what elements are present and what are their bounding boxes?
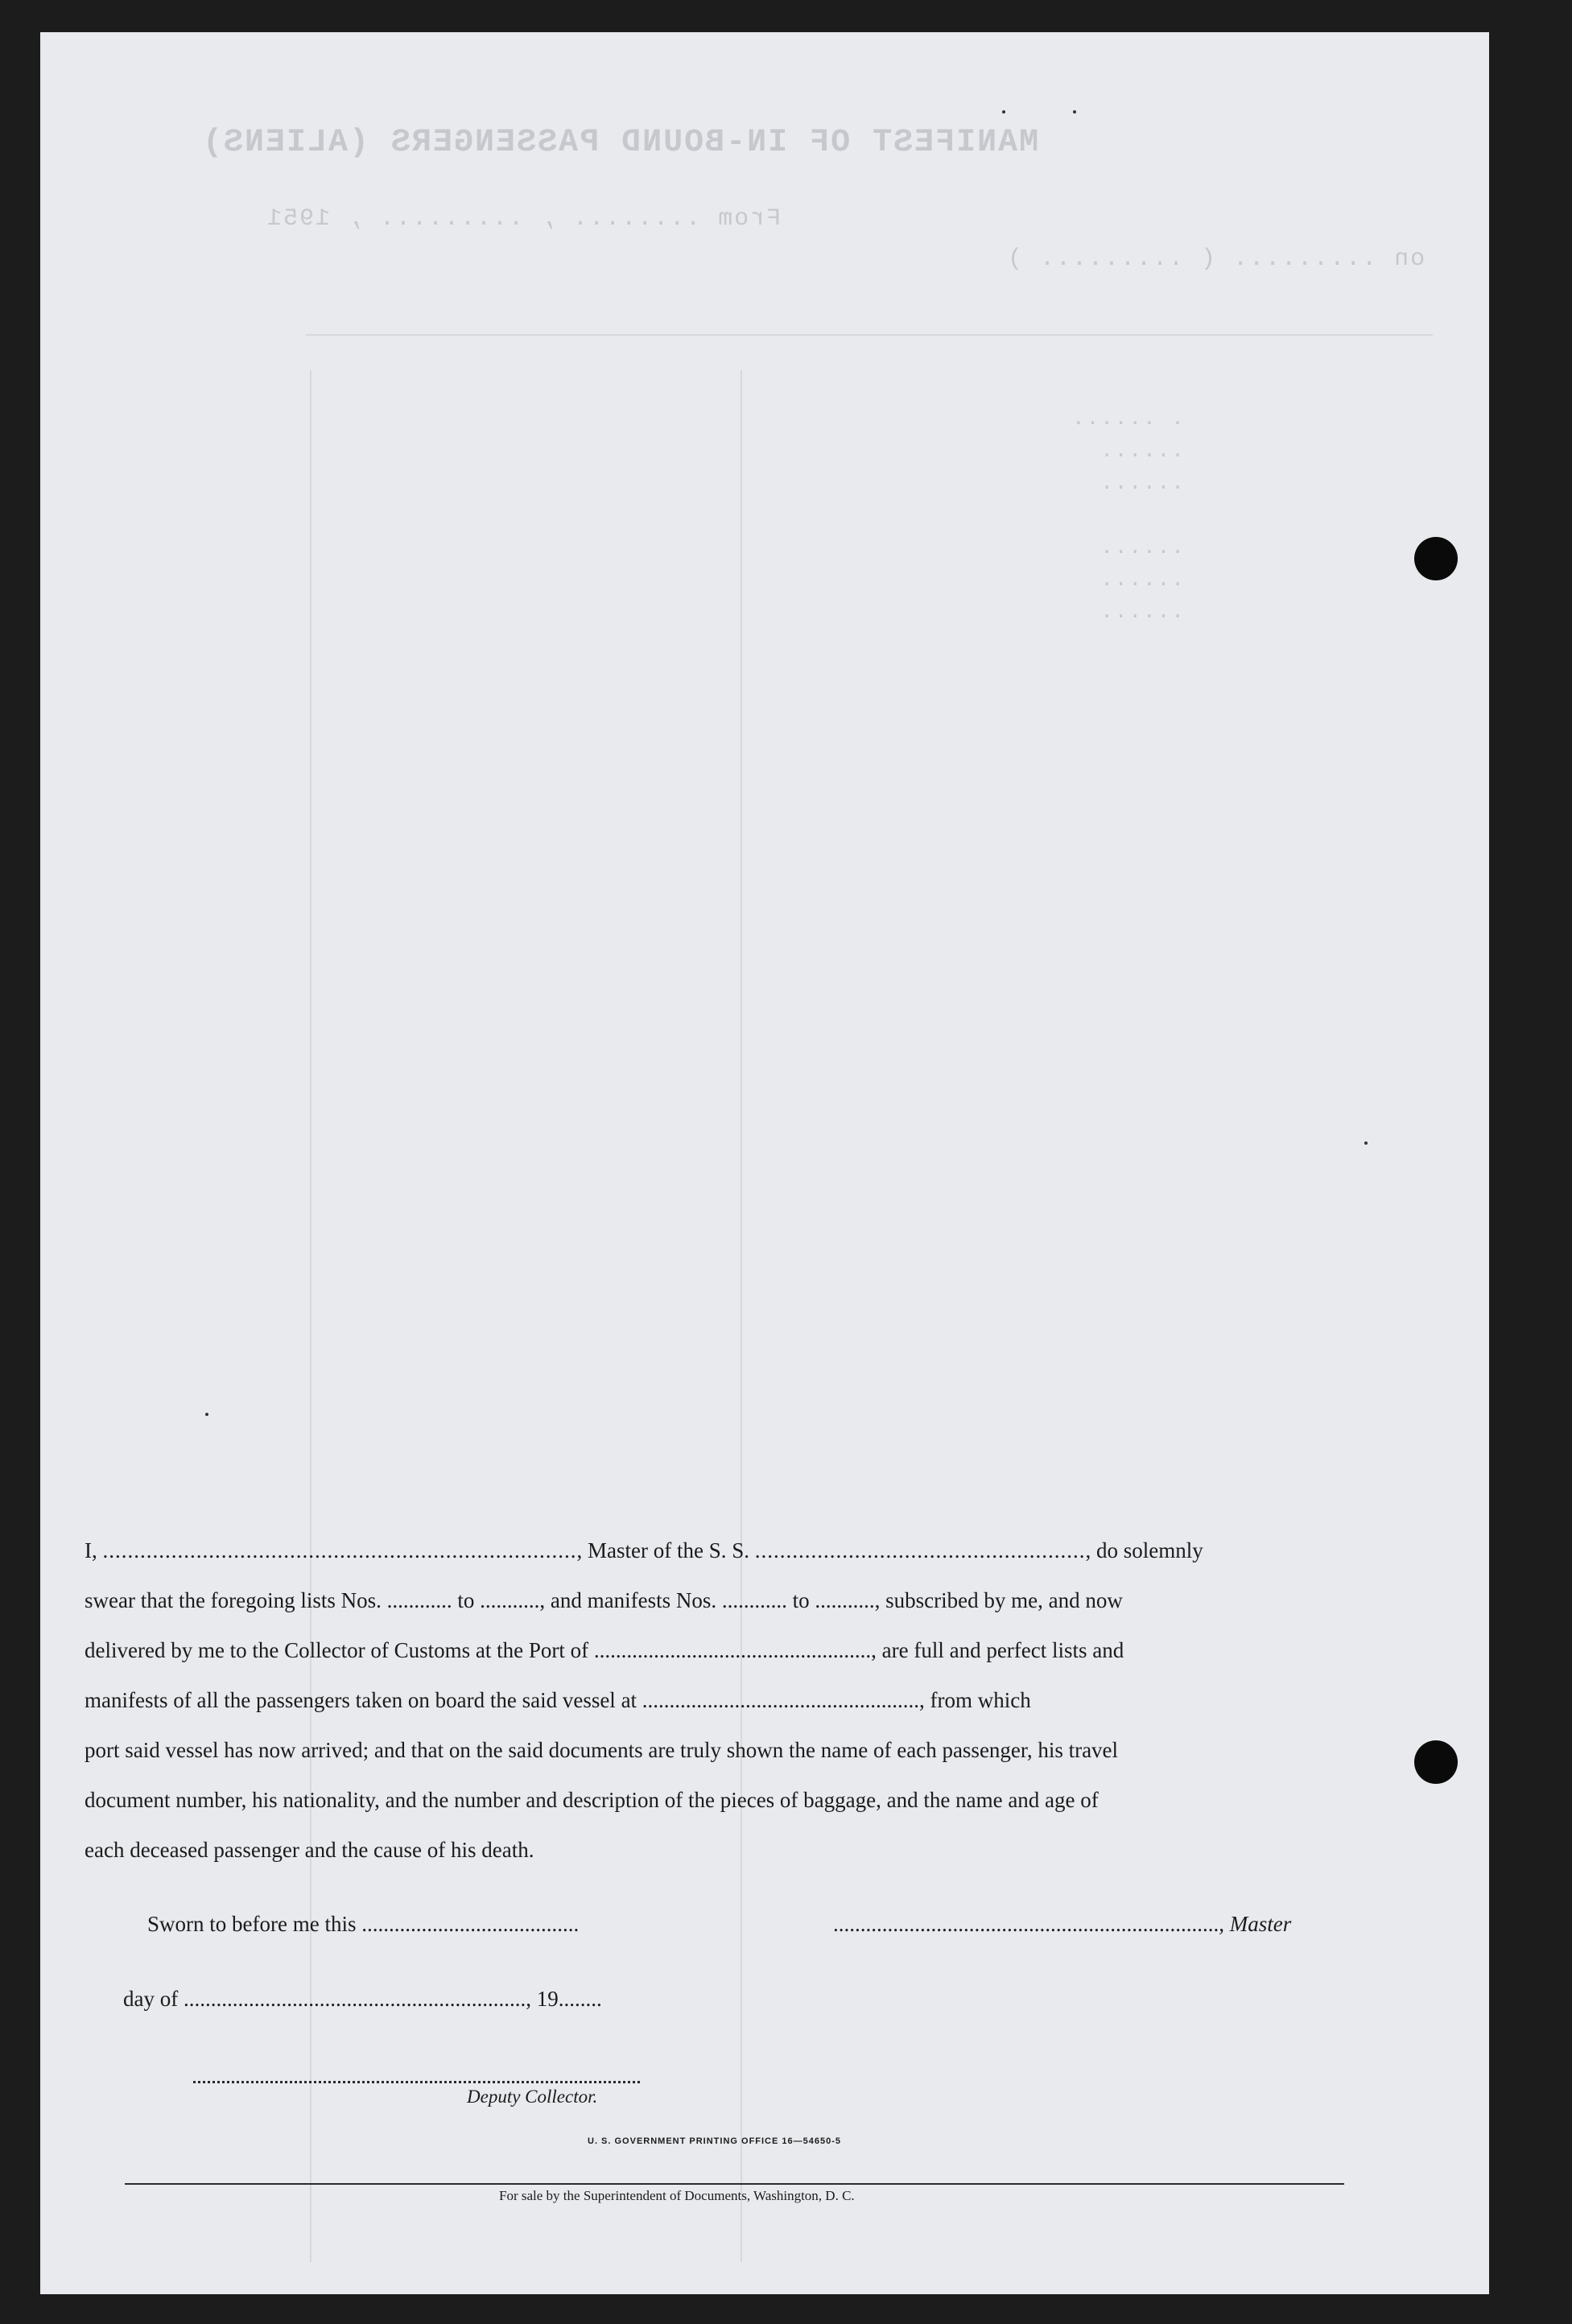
document-page [40,32,1489,2294]
oath-line-6: document number, his nationality, and the number and description of the pieces of baggage, and the name and age of [85,1788,1099,1812]
bleed-through-rule [310,370,312,2262]
oath-line-1 [85,1525,1348,1575]
footer-rule [125,2183,1344,2185]
speck [1364,1141,1368,1145]
speck [1002,110,1005,114]
oath-text: I, [85,1538,103,1562]
deputy-collector-signature-line [193,2081,640,2083]
oath-text: , do solemnly [1085,1538,1203,1562]
bleed-through-rule [306,334,1433,336]
punch-hole [1414,1740,1458,1784]
oath-line-3: delivered by me to the Collector of Customs at the Port of ..................................................., are full and perfect lists and [85,1638,1124,1662]
master-signature-line [833,1912,1291,1937]
master-name-blank: ............................................................................ [102,1538,577,1562]
bleed-through-header: MANIFEST OF IN-BOUND PASSENGERS (ALIENS) [201,125,1039,161]
master-label: , Master [1219,1912,1292,1936]
printing-office-imprint: U. S. GOVERNMENT PRINTING OFFICE 16—54650-5 [588,2136,842,2146]
bleed-through-rule [741,370,742,2262]
deputy-collector-label: Deputy Collector. [467,2087,598,2107]
sale-notice: For sale by the Superintendent of Documents, Washington, D. C. [499,2188,855,2203]
oath-line-7: each deceased passenger and the cause of his death. [85,1838,534,1862]
speck [1073,110,1076,114]
oath-line-2: swear that the foregoing lists Nos. ............ to ..........., and manifests Nos. ............ to ..........., subscribed by me, and now [85,1588,1123,1612]
master-oath-paragraph [85,1525,1348,1875]
punch-hole [1414,537,1458,580]
oath-line-4: manifests of all the passengers taken on board the said vessel at ..................................................., from which [85,1688,1031,1712]
bleed-through-column: . ...... ...... ...... ...... ...... ...... [1071,407,1184,624]
bleed-through-line: on ......... ( ......... ) [1006,246,1426,273]
oath-text: , Master of the S. S. [576,1538,755,1562]
vessel-name-blank: ..................................................... [754,1538,1086,1562]
bleed-through-subheader: From ........ , ......... , 1951 [266,205,782,233]
oath-line-5: port said vessel has now arrived; and that on the said documents are truly shown the name of each passenger, his travel [85,1738,1119,1762]
sworn-before-me-line: Sworn to before me this ........................................ [147,1912,580,1936]
day-of-line: day of ..............................................................., 19........ [123,1987,602,2011]
master-signature-blank: ....................................................................... [833,1912,1219,1936]
speck [205,1413,208,1416]
